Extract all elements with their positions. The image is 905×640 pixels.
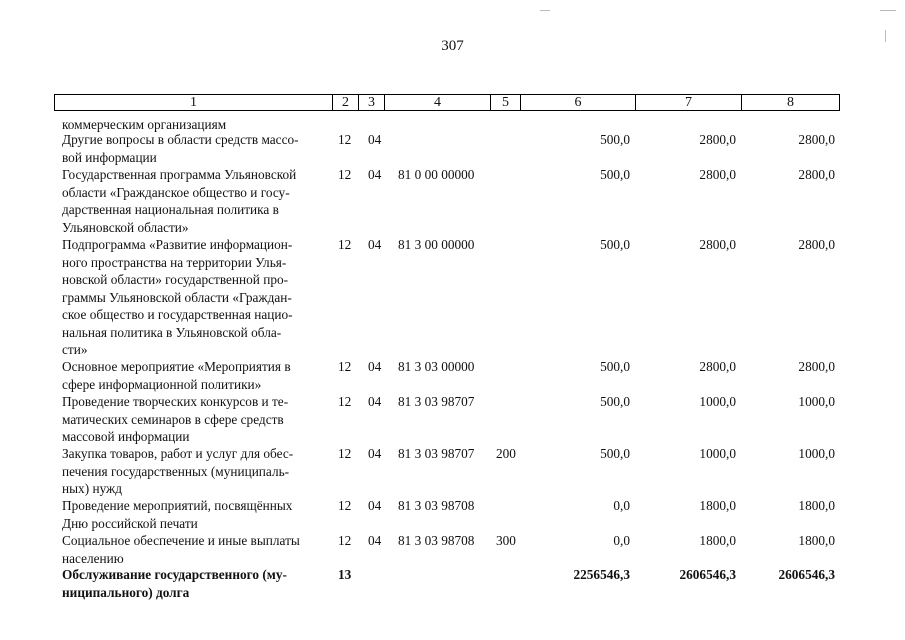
description-line: ское общество и государственная нацио- bbox=[62, 307, 293, 322]
header-col-2: 2 bbox=[332, 95, 358, 110]
expense-type-code: 300 bbox=[496, 533, 516, 548]
amount-col-8: 2800,0 bbox=[798, 237, 835, 252]
description-line: сфере информационной политики» bbox=[62, 376, 262, 392]
amount-col-8: 2800,0 bbox=[798, 359, 835, 374]
section-code: 12 bbox=[338, 446, 352, 461]
amount-col-7: 1800,0 bbox=[699, 533, 736, 548]
section-code: 12 bbox=[338, 237, 352, 252]
subsection-code: 04 bbox=[368, 533, 382, 548]
description-line: ного пространства на территории Улья- bbox=[62, 254, 287, 270]
target-article-code: 81 3 03 98708 bbox=[398, 498, 475, 513]
row-description bbox=[62, 131, 327, 166]
description-line: дарственная национальная политика в bbox=[62, 202, 279, 217]
header-col-5: 5 bbox=[490, 95, 520, 110]
scan-speck bbox=[540, 10, 550, 11]
amount-col-6: 500,0 bbox=[600, 237, 630, 252]
subsection-code: 04 bbox=[368, 446, 382, 461]
amount-col-7: 1000,0 bbox=[699, 446, 736, 461]
row-description bbox=[62, 445, 327, 498]
row-description bbox=[62, 532, 327, 567]
description-line: новской области» государственной про- bbox=[62, 272, 289, 287]
description-line: Социальное обеспечение и иные выплаты bbox=[62, 533, 300, 548]
description-line: Подпрограмма «Развитие информацион- bbox=[62, 237, 293, 252]
description-line: ниципального) долга bbox=[62, 584, 190, 600]
row-description bbox=[62, 566, 327, 601]
description-line: области «Гражданское общество и госу- bbox=[62, 184, 290, 200]
description-line: нальная политика в Ульяновской обла- bbox=[62, 324, 282, 340]
section-code: 12 bbox=[338, 359, 352, 374]
target-article-code: 81 3 03 98707 bbox=[398, 394, 475, 409]
target-article-code: 81 3 00 00000 bbox=[398, 237, 475, 252]
amount-col-8: 2800,0 bbox=[798, 167, 835, 182]
section-code: 12 bbox=[338, 167, 352, 182]
description-line: Дню российской печати bbox=[62, 515, 198, 531]
description-line: вой информации bbox=[62, 149, 157, 165]
section-code: 12 bbox=[338, 394, 352, 409]
amount-col-7: 2606546,3 bbox=[679, 567, 736, 582]
subsection-code: 04 bbox=[368, 498, 382, 513]
target-article-code: 81 3 03 98708 bbox=[398, 533, 475, 548]
amount-col-6: 2256546,3 bbox=[573, 567, 630, 582]
amount-col-8: 1800,0 bbox=[798, 498, 835, 513]
description-line: матических семинаров в сфере средств bbox=[62, 411, 284, 427]
header-col-7: 7 bbox=[635, 95, 741, 110]
amount-col-8: 1800,0 bbox=[798, 533, 835, 548]
amount-col-7: 1800,0 bbox=[699, 498, 736, 513]
amount-col-7: 2800,0 bbox=[699, 132, 736, 147]
section-code: 12 bbox=[338, 533, 352, 548]
scan-speck bbox=[880, 10, 896, 11]
amount-col-7: 2800,0 bbox=[699, 237, 736, 252]
row-description bbox=[62, 236, 327, 359]
description-line: печения государственных (муниципаль- bbox=[62, 463, 290, 479]
row-description bbox=[62, 358, 327, 393]
section-code: 12 bbox=[338, 132, 352, 147]
description-line: населению bbox=[62, 550, 124, 566]
scan-speck bbox=[885, 30, 886, 42]
amount-col-6: 500,0 bbox=[600, 394, 630, 409]
header-col-3: 3 bbox=[358, 95, 384, 110]
description-line: граммы Ульяновской области «Граждан- bbox=[62, 289, 292, 305]
amount-col-6: 500,0 bbox=[600, 359, 630, 374]
amount-col-6: 500,0 bbox=[600, 167, 630, 182]
description-line: Другие вопросы в области средств массо- bbox=[62, 132, 299, 147]
description-line: сти» bbox=[62, 342, 88, 357]
row-description bbox=[62, 393, 327, 446]
expense-type-code: 200 bbox=[496, 446, 516, 461]
description-line: Закупка товаров, работ и услуг для обес- bbox=[62, 446, 294, 461]
subsection-code: 04 bbox=[368, 359, 382, 374]
header-col-4: 4 bbox=[384, 95, 490, 110]
amount-col-6: 500,0 bbox=[600, 446, 630, 461]
amount-col-6: 0,0 bbox=[613, 533, 630, 548]
description-line: Обслуживание государственного (му- bbox=[62, 567, 287, 582]
amount-col-7: 2800,0 bbox=[699, 359, 736, 374]
amount-col-8: 1000,0 bbox=[798, 446, 835, 461]
description-line: Проведение мероприятий, посвящённых bbox=[62, 498, 293, 513]
description-line: коммерческим организациям bbox=[62, 117, 227, 132]
description-line: Основное мероприятие «Мероприятия в bbox=[62, 359, 291, 374]
header-col-8: 8 bbox=[741, 95, 839, 110]
subsection-code: 04 bbox=[368, 132, 382, 147]
amount-col-8: 1000,0 bbox=[798, 394, 835, 409]
header-col-1: 1 bbox=[190, 95, 197, 110]
description-line: массовой информации bbox=[62, 429, 190, 444]
target-article-code: 81 3 03 00000 bbox=[398, 359, 475, 374]
row-description bbox=[62, 497, 327, 532]
row-description bbox=[62, 166, 327, 236]
description-line: Государственная программа Ульяновской bbox=[62, 167, 297, 182]
target-article-code: 81 0 00 00000 bbox=[398, 167, 475, 182]
subsection-code: 04 bbox=[368, 394, 382, 409]
amount-col-8: 2606546,3 bbox=[778, 567, 835, 582]
page-number: 307 bbox=[441, 38, 464, 54]
header-col-6: 6 bbox=[520, 95, 635, 110]
amount-col-8: 2800,0 bbox=[798, 132, 835, 147]
amount-col-6: 500,0 bbox=[600, 132, 630, 147]
subsection-code: 04 bbox=[368, 237, 382, 252]
section-code: 12 bbox=[338, 498, 352, 513]
amount-col-7: 2800,0 bbox=[699, 167, 736, 182]
description-line: ных) нужд bbox=[62, 481, 122, 496]
amount-col-7: 1000,0 bbox=[699, 394, 736, 409]
table-header bbox=[54, 94, 840, 111]
amount-col-6: 0,0 bbox=[613, 498, 630, 513]
section-code: 13 bbox=[338, 567, 352, 582]
description-line: Проведение творческих конкурсов и те- bbox=[62, 394, 289, 409]
subsection-code: 04 bbox=[368, 167, 382, 182]
description-line: Ульяновской области» bbox=[62, 219, 189, 235]
target-article-code: 81 3 03 98707 bbox=[398, 446, 475, 461]
